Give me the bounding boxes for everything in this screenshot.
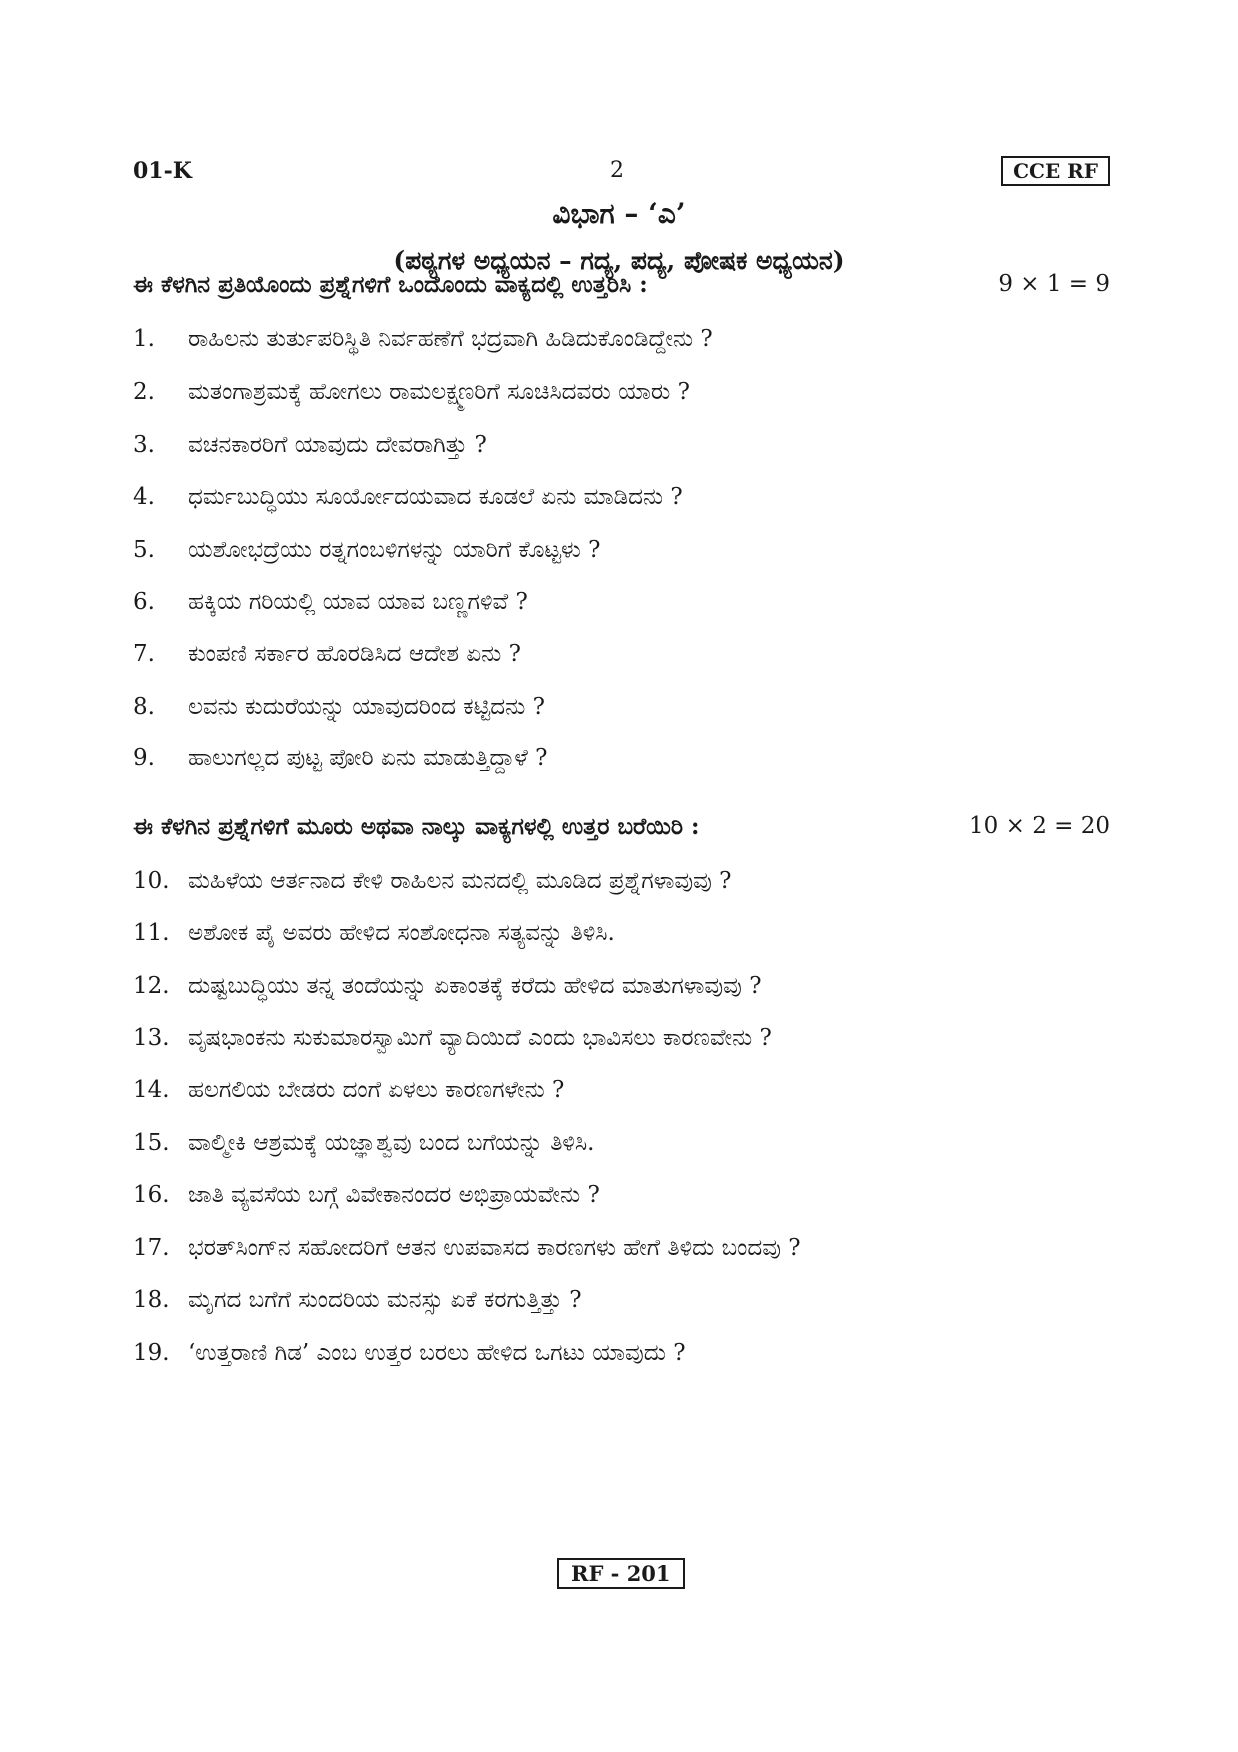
question-text: ರಾಹಿಲನು ತುರ್ತುಪರಿಸ್ಥಿತಿ ನಿರ್ವಹಣೆಗೆ ಭದ್ರವಾಗಿ ಹಿಡಿದುಕೊಂಡಿದ್ದೇನು ? (188, 326, 713, 352)
question-number: 9. (133, 745, 155, 771)
question-number: 12. (133, 973, 170, 999)
question-item (133, 920, 1110, 946)
part1-instruction-row (133, 271, 1110, 298)
question-item (133, 589, 1110, 615)
section-subtitle: (ಪಠ್ಯಗಳ ಅಧ್ಯಯನ – ಗದ್ಯ, ಪದ್ಯ, ಪೋಷಕ ಅಧ್ಯಯನ) (393, 246, 845, 275)
question-text: ಯಶೋಭದ್ರೆಯು ರತ್ನಗಂಬಳಿಗಳನ್ನು ಯಾರಿಗೆ ಕೊಟ್ಟಳು ? (188, 537, 601, 563)
question-number: 10. (133, 868, 170, 894)
question-item (133, 379, 1110, 405)
question-number: 6. (133, 589, 155, 615)
question-item (133, 1340, 1110, 1366)
question-number: 14. (133, 1077, 170, 1103)
question-text: ಕುಂಪಣಿ ಸರ್ಕಾರ ಹೊರಡಿಸಿದ ಆದೇಶ ಏನು ? (188, 641, 521, 667)
question-item (133, 868, 1110, 894)
question-text: ಹಾಲುಗಲ್ಲದ ಪುಟ್ಟ ಪೋರಿ ಏನು ಮಾಡುತ್ತಿದ್ದಾಳೆ ? (188, 745, 548, 771)
question-item (133, 326, 1110, 352)
part2-instruction: ಈ ಕೆಳಗಿನ ಪ್ರಶ್ನೆಗಳಿಗೆ ಮೂರು ಅಥವಾ ನಾಲ್ಕು ವಾಕ್ಯಗಳಲ್ಲಿ ಉತ್ತರ ಬರೆಯಿರಿ : (133, 813, 700, 840)
part2-marks: 10 × 2 = 20 (969, 813, 1110, 839)
question-text: ವಚನಕಾರರಿಗೆ ಯಾವುದು ದೇವರಾಗಿತ್ತು ? (188, 432, 487, 458)
question-number: 1. (133, 326, 155, 352)
question-text: ಜಾತಿ ವ್ಯವಸೆಯ ಬಗ್ಗೆ ವಿವೇಕಾನಂದರ ಅಭಿಪ್ರಾಯವೇನು ? (188, 1182, 600, 1208)
question-item (133, 694, 1110, 720)
question-text: ವಾಲ್ಮೀಕಿ ಆಶ್ರಮಕ್ಕೆ ಯಜ್ಞಾಶ್ವವು ಬಂದ ಬಗೆಯನ್ನು ತಿಳಿಸಿ. (188, 1130, 595, 1156)
question-item (133, 537, 1110, 563)
question-text: ‘ಉತ್ತರಾಣಿ ಗಿಡ’ ಎಂಬ ಉತ್ತರ ಬರಲು ಹೇಳಿದ ಒಗಟು ಯಾವುದು ? (188, 1340, 686, 1366)
question-text: ಮಹಿಳೆಯ ಆರ್ತನಾದ ಕೇಳಿ ರಾಹಿಲನ ಮನದಲ್ಲಿ ಮೂಡಿದ ಪ್ರಶ್ನೆಗಳಾವುವು ? (188, 868, 732, 894)
question-number: 4. (133, 484, 155, 510)
question-number: 7. (133, 641, 155, 667)
question-item (133, 1182, 1110, 1208)
question-number: 17. (133, 1235, 170, 1261)
question-item (133, 432, 1110, 458)
question-item (133, 745, 1110, 771)
question-number: 11. (133, 920, 170, 946)
question-text: ಅಶೋಕ ಪೈ ಅವರು ಹೇಳಿದ ಸಂಶೋಧನಾ ಸತ್ಯವನ್ನು ತಿಳಿಸಿ. (188, 920, 615, 946)
part2-instruction-row (133, 813, 1110, 840)
question-text: ವೃಷಭಾಂಕನು ಸುಕುಮಾರಸ್ವಾಮಿಗೆ ವ್ಯಾದಿಯಿದೆ ಎಂದು ಭಾವಿಸಲು ಕಾರಣವೇನು ? (188, 1025, 772, 1051)
question-item (133, 1235, 1110, 1261)
question-text: ಲವನು ಕುದುರೆಯನ್ನು ಯಾವುದರಿಂದ ಕಟ್ಟಿದನು ? (188, 694, 545, 720)
question-item (133, 641, 1110, 667)
subject-code: 01-K (133, 158, 192, 184)
question-number: 2. (133, 379, 155, 405)
question-number: 18. (133, 1287, 170, 1313)
question-item (133, 1025, 1110, 1051)
question-text: ದುಷ್ಟಬುದ್ಧಿಯು ತನ್ನ ತಂದೆಯನ್ನು ಏಕಾಂತಕ್ಕೆ ಕರೆದು ಹೇಳಿದ ಮಾತುಗಳಾವುವು ? (188, 973, 762, 999)
question-text: ಹಲಗಲಿಯ ಬೇಡರು ದಂಗೆ ಏಳಲು ಕಾರಣಗಳೇನು ? (188, 1077, 565, 1103)
question-number: 15. (133, 1130, 170, 1156)
question-number: 3. (133, 432, 155, 458)
question-text: ಧರ್ಮಬುದ್ಧಿಯು ಸೂರ್ಯೋದಯವಾದ ಕೂಡಲೆ ಏನು ಮಾಡಿದನು ? (188, 484, 683, 510)
question-item (133, 1130, 1110, 1156)
question-text: ಮೃಗದ ಬಗೆಗೆ ಸುಂದರಿಯ ಮನಸ್ಸು ಏಕೆ ಕರಗುತ್ತಿತ್ತು ? (188, 1287, 582, 1313)
part1-marks: 9 × 1 = 9 (998, 271, 1110, 297)
question-number: 5. (133, 537, 155, 563)
paper-code-box: CCE RF (1001, 156, 1110, 186)
part1-instruction: ಈ ಕೆಳಗಿನ ಪ್ರತಿಯೊಂದು ಪ್ರಶ್ನೆಗಳಿಗೆ ಒಂದೊಂದು ವಾಕ್ಯದಲ್ಲಿ ಉತ್ತರಿಸಿ : (133, 271, 648, 298)
question-number: 16. (133, 1182, 170, 1208)
footer-code-box: RF - 201 (557, 1558, 685, 1589)
question-item (133, 973, 1110, 999)
question-item (133, 1287, 1110, 1313)
question-text: ಹಕ್ಕಿಯ ಗರಿಯಲ್ಲಿ ಯಾವ ಯಾವ ಬಣ್ಣಗಳಿವೆ ? (188, 589, 528, 615)
page-number: 2 (610, 158, 624, 183)
question-number: 19. (133, 1340, 170, 1366)
question-number: 8. (133, 694, 155, 720)
question-item (133, 1077, 1110, 1103)
question-text: ಮತಂಗಾಶ್ರಮಕ್ಕೆ ಹೋಗಲು ರಾಮಲಕ್ಷ್ಮಣರಿಗೆ ಸೂಚಿಸಿದವರು ಯಾರು ? (188, 379, 690, 405)
question-text: ಭರತ್‌ಸಿಂಗ್‌ನ ಸಹೋದರಿಗೆ ಆತನ ಉಪವಾಸದ ಕಾರಣಗಳು ಹೇಗೆ ತಿಳಿದು ಬಂದವು ? (188, 1235, 801, 1261)
question-item (133, 484, 1110, 510)
question-number: 13. (133, 1025, 170, 1051)
section-title: ವಿಭಾಗ – ‘ಎ’ (552, 197, 686, 230)
